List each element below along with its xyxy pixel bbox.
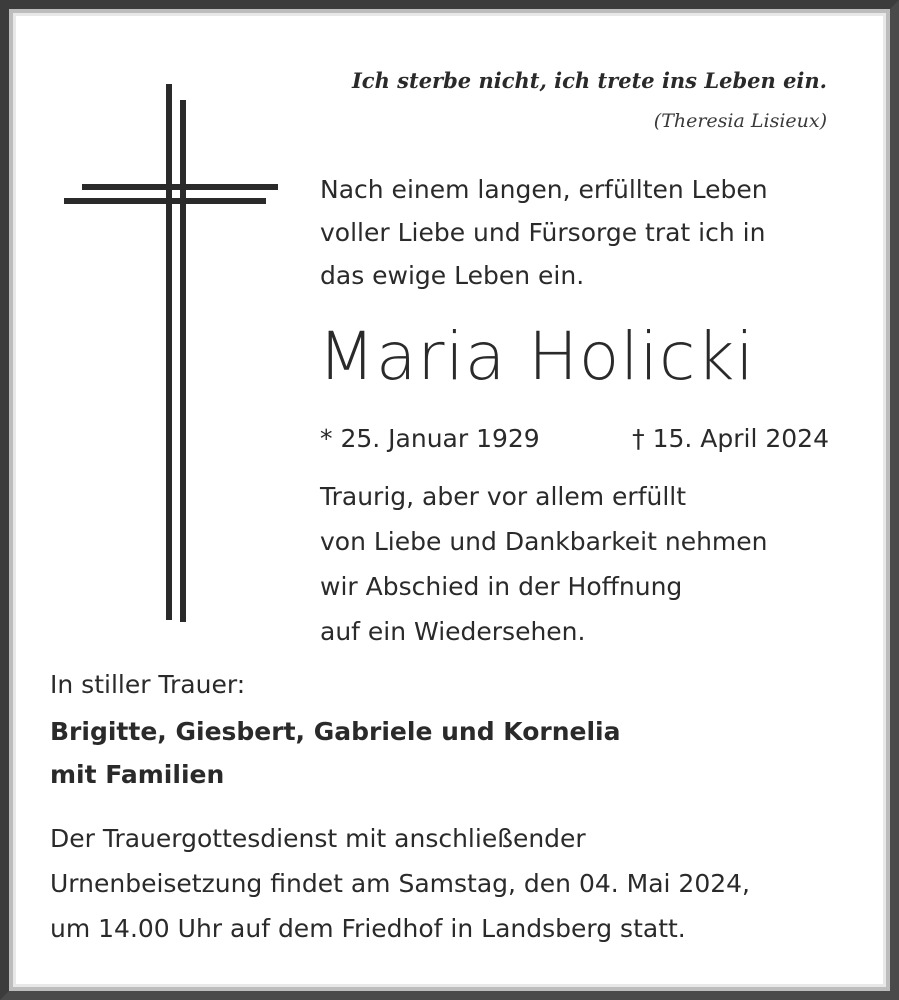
mourners-label: In stiller Trauer: xyxy=(50,670,246,699)
mourners-names: Brigitte, Giesbert, Gabriele und Kornelia mit Familien xyxy=(50,717,621,789)
birth-date: * 25. Januar 1929 xyxy=(320,424,540,453)
mourning-text: Traurig, aber vor allem erfüllt von Liebe und Dankbarkeit nehmen wir Abschied in der Hoffnung auf ein Wiedersehen. xyxy=(320,482,768,646)
quote-author: (Theresia Lisieux) xyxy=(653,110,827,132)
deceased-name: Maria Holicki xyxy=(318,318,755,395)
intro-text: Nach einem langen, erfüllten Leben voller Liebe und Fürsorge trat ich in das ewige Leben ein. xyxy=(320,175,768,290)
service-info: Der Trauergottesdienst mit anschließender Urnenbeisetzung findet am Samstag, den 04. Mai 2024, um 14.00 Uhr auf dem Friedhof in Landsberg statt. xyxy=(50,824,750,943)
death-date: † 15. April 2024 xyxy=(632,424,829,453)
quote-text: Ich sterbe nicht, ich trete ins Leben ein. xyxy=(351,68,827,93)
cross-icon xyxy=(64,84,284,624)
